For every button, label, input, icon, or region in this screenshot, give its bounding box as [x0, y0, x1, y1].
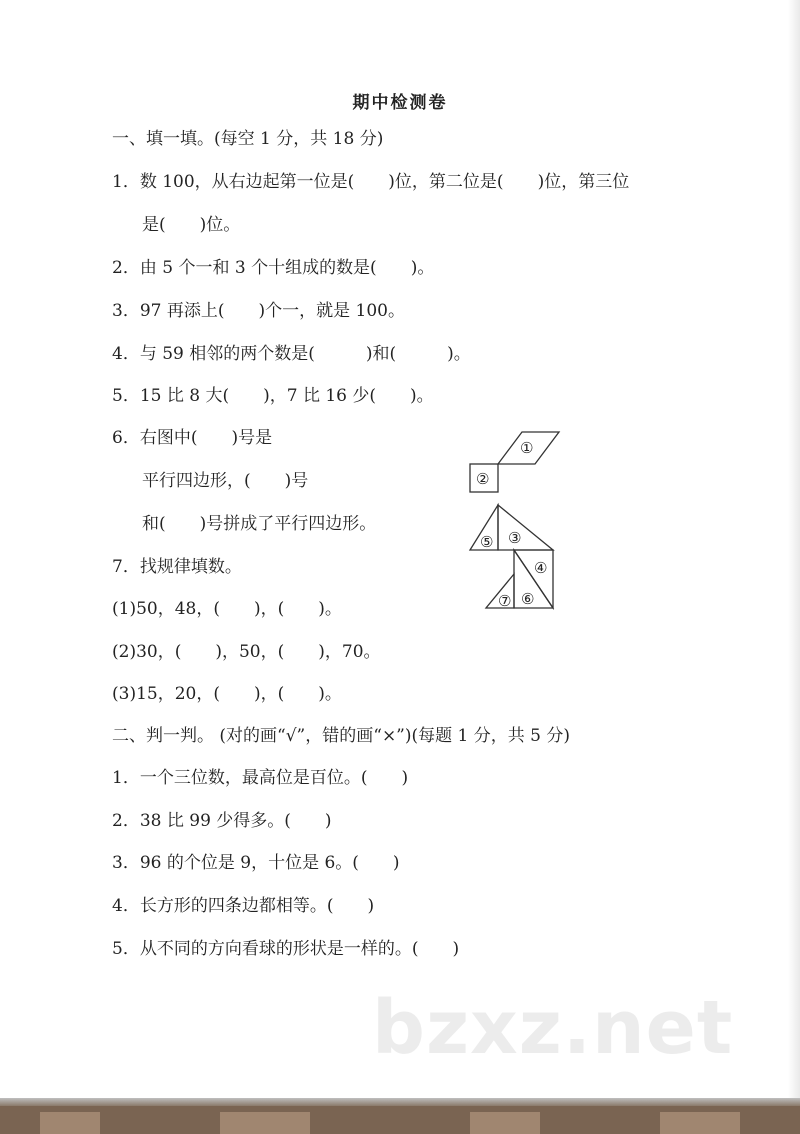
tangram-label-7: ⑦	[498, 592, 512, 610]
tangram-label-1: ①	[520, 439, 534, 457]
background-stripe	[220, 1112, 310, 1134]
tangram-label-4: ④	[534, 559, 548, 577]
section1-heading: 一、填一填。(每空 1 分，共 18 分)	[112, 129, 384, 149]
tangram-label-2: ②	[476, 470, 490, 488]
background-stripe	[470, 1112, 540, 1134]
question-3: 3．97 再添上( )个一，就是 100。	[112, 301, 405, 321]
page-bottom-shadow	[0, 1098, 800, 1106]
judge-question-3: 3．96 的个位是 9，十位是 6。( )	[112, 853, 400, 873]
question-7-part-3: (3)15，20，( )，( )。	[112, 684, 342, 704]
question-2: 2．由 5 个一和 3 个十组成的数是( )。	[112, 258, 435, 278]
page-edge-shadow	[788, 0, 800, 1100]
tangram-label-3: ③	[508, 529, 522, 547]
question-5: 5．15 比 8 大( )，7 比 16 少( )。	[112, 386, 434, 406]
bottom-background-strip	[0, 1098, 800, 1134]
background-stripe	[660, 1112, 740, 1134]
background-stripe	[40, 1112, 100, 1134]
judge-question-4: 4．长方形的四条边都相等。( )	[112, 896, 375, 916]
question-6-line-3: 和( )号拼成了平行四边形。	[142, 514, 377, 534]
question-6-line-2: 平行四边形，( )号	[142, 471, 309, 491]
question-7: 7．找规律填数。	[112, 557, 242, 577]
page-title: 期中检测卷	[352, 93, 448, 113]
judge-question-5: 5．从不同的方向看球的形状是一样的。( )	[112, 939, 460, 959]
tangram-piece-3	[498, 505, 553, 550]
question-7-part-1: (1)50，48，( )，( )。	[112, 599, 342, 619]
tangram-label-5: ⑤	[480, 533, 494, 551]
question-1-line-1: 1．数 100，从右边起第一位是( )位，第二位是( )位，第三位	[112, 172, 630, 192]
tangram-figure	[466, 428, 562, 614]
question-1-line-2: 是( )位。	[142, 215, 241, 235]
section2-heading: 二、判一判。 (对的画“√”，错的画“×”)(每题 1 分，共 5 分)	[112, 726, 571, 746]
question-6-line-1: 6．右图中( )号是	[112, 428, 273, 448]
question-4: 4．与 59 相邻的两个数是( )和( )。	[112, 344, 471, 364]
judge-question-1: 1．一个三位数，最高位是百位。( )	[112, 768, 409, 788]
judge-question-2: 2．38 比 99 少得多。( )	[112, 811, 332, 831]
question-7-part-2: (2)30，( )，50，( )，70。	[112, 642, 381, 662]
watermark: bzxz.net	[372, 985, 734, 1071]
tangram-label-6: ⑥	[521, 590, 535, 608]
